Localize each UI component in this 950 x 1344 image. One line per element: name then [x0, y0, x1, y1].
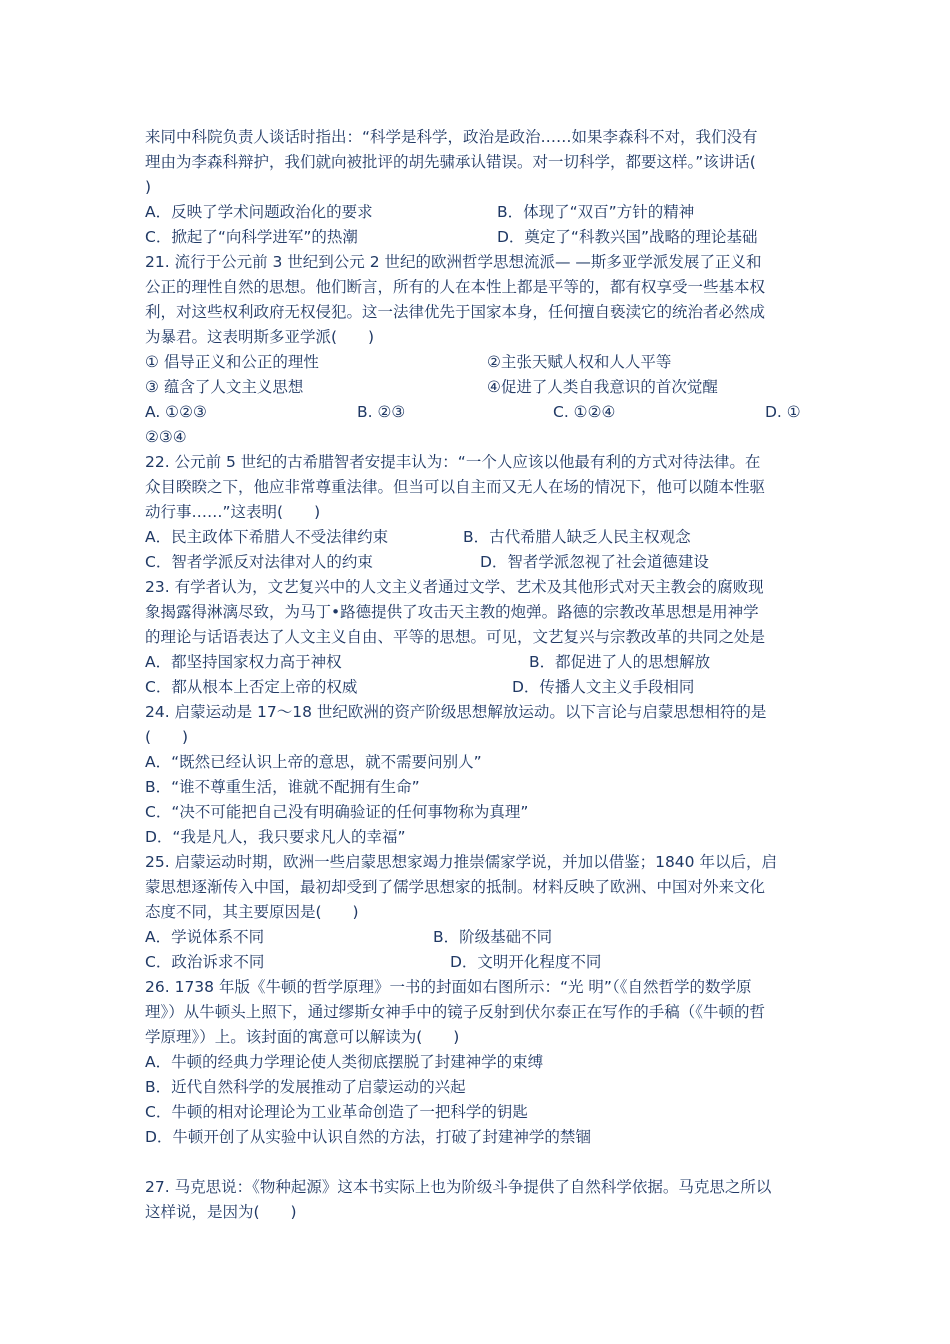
q23-stem-line-2: 象揭露得淋漓尽致，为马丁•路德提供了攻击天主教的炮弹。路德的宗教改革思想是用神学	[145, 603, 759, 621]
q21-option-a: A. ①②③	[145, 403, 207, 421]
q21-stem-line-1: 21. 流行于公元前 3 世纪到公元 2 世纪的欧洲哲学思想流派— —斯多亚学派发展了正义和	[145, 253, 762, 271]
q21-item-4: ④促进了人类自我意识的首次觉醒	[487, 378, 718, 396]
q24-stem-line-2: ( )	[145, 728, 189, 746]
q22-option-c: C．智者学派反对法律对人的约束	[145, 553, 373, 571]
q25-stem-line-2: 蒙思想逐渐传入中国，最初却受到了儒学思想家的抵制。材料反映了欧洲、中国对外来文化	[145, 878, 766, 896]
q20-stem-line-1: 来同中科院负责人谈话时指出：“科学是科学，政治是政治……如果李森科不对，我们没有	[145, 128, 758, 146]
q21-stem-line-2: 公正的理性自然的思想。他们断言，所有的人在本性上都是平等的，都有权享受一些基本权	[145, 278, 766, 296]
q21-stem-line-3: 利，对这些权利政府无权侵犯。这一法律优先于国家本身，任何擅自亵渎它的统治者必然成	[145, 303, 766, 321]
q26-stem-line-1: 26. 1738 年版《牛顿的哲学原理》一书的封面如右图所示：“光 明”（《自然哲学的数学原	[145, 978, 752, 996]
q20-stem-line-3: )	[145, 178, 152, 196]
q26-option-d: D．牛顿开创了从实验中认识自然的方法，打破了封建神学的禁锢	[145, 1128, 591, 1146]
q22-option-d: D．智者学派忽视了社会道德建设	[480, 553, 709, 571]
q27-stem-line-2: 这样说，是因为( )	[145, 1203, 297, 1221]
q22-stem-line-1: 22. 公元前 5 世纪的古希腊智者安提丰认为：“一个人应该以他最有利的方式对待法律。在	[145, 453, 761, 471]
q26-stem-line-3: 学原理》）上。该封面的寓意可以解读为( )	[145, 1028, 460, 1046]
q25-stem-line-1: 25. 启蒙运动时期，欧洲一些启蒙思想家竭力推崇儒家学说，并加以借鉴；1840 年以后，启	[145, 853, 777, 871]
q20-option-d: D．奠定了“科教兴国”战略的理论基础	[497, 228, 758, 246]
q24-option-c: C．“决不可能把自己没有明确验证的任何事物称为真理”	[145, 803, 529, 821]
q20-option-c: C．掀起了“向科学进军”的热潮	[145, 228, 358, 246]
q26-stem-line-2: 理》）从牛顿头上照下，通过缪斯女神手中的镜子反射到伏尔泰正在写作的手稿（《牛顿的哲	[145, 1003, 766, 1021]
q26-option-c: C．牛顿的相对论理论为工业革命创造了一把科学的钥匙	[145, 1103, 528, 1121]
q23-option-b: B．都促进了人的思想解放	[529, 653, 711, 671]
q23-stem-line-1: 23. 有学者认为，文艺复兴中的人文主义者通过文学、艺术及其他形式对天主教会的腐败现	[145, 578, 764, 596]
q24-stem-line-1: 24. 启蒙运动是 17～18 世纪欧洲的资产阶级思想解放运动。以下言论与启蒙思想相符的是	[145, 703, 767, 721]
q22-option-a: A．民主政体下希腊人不受法律约束	[145, 528, 389, 546]
q25-option-a: A．学说体系不同	[145, 928, 265, 946]
q21-option-d-wrap: ②③④	[145, 428, 187, 446]
q21-item-1: ① 倡导正义和公正的理性	[145, 353, 319, 371]
q20-option-a: A．反映了学术问题政治化的要求	[145, 203, 373, 221]
q26-option-a: A．牛顿的经典力学理论使人类彻底摆脱了封建神学的束缚	[145, 1053, 544, 1071]
q25-option-c: C．政治诉求不同	[145, 953, 265, 971]
q22-stem-line-2: 众目睽睽之下，他应非常尊重法律。但当可以自主而又无人在场的情况下，他可以随本性驱	[145, 478, 766, 496]
q21-option-b: B. ②③	[357, 403, 406, 421]
q20-option-b: B．体现了“双百”方针的精神	[497, 203, 695, 221]
q26-option-b: B．近代自然科学的发展推动了启蒙运动的兴起	[145, 1078, 466, 1096]
q21-item-2: ②主张天赋人权和人人平等	[487, 353, 672, 371]
q25-option-b: B．阶级基础不同	[433, 928, 553, 946]
q20-stem-line-2: 理由为李森科辩护，我们就向被批评的胡先骕承认错误。对一切科学，都要这样。”该讲话(	[145, 153, 756, 171]
q21-item-3: ③ 蕴含了人文主义思想	[145, 378, 304, 396]
q24-option-b: B．“谁不尊重生活，谁就不配拥有生命”	[145, 778, 420, 796]
q23-option-a: A．都坚持国家权力高于神权	[145, 653, 342, 671]
q25-stem-line-3: 态度不同，其主要原因是( )	[145, 903, 359, 921]
q22-option-b: B．古代希腊人缺乏人民主权观念	[463, 528, 691, 546]
q21-option-d: D. ①	[765, 403, 801, 421]
q27-stem-line-1: 27. 马克思说：《物种起源》这本书实际上也为阶级斗争提供了自然科学依据。马克思之所以	[145, 1178, 772, 1196]
q22-stem-line-3: 动行事……”这表明( )	[145, 503, 321, 521]
q25-option-d: D．文明开化程度不同	[450, 953, 602, 971]
q23-stem-line-3: 的理论与话语表达了人文主义自由、平等的思想。可见，文艺复兴与宗教改革的共同之处是	[145, 628, 766, 646]
q21-option-c: C. ①②④	[553, 403, 616, 421]
q21-stem-line-4: 为暴君。这表明斯多亚学派( )	[145, 328, 375, 346]
q23-option-c: C．都从根本上否定上帝的权威	[145, 678, 358, 696]
q24-option-d: D．“我是凡人，我只要求凡人的幸福”	[145, 828, 406, 846]
q24-option-a: A．“既然已经认识上帝的意思，就不需要问别人”	[145, 753, 482, 771]
q23-option-d: D．传播人文主义手段相同	[512, 678, 695, 696]
